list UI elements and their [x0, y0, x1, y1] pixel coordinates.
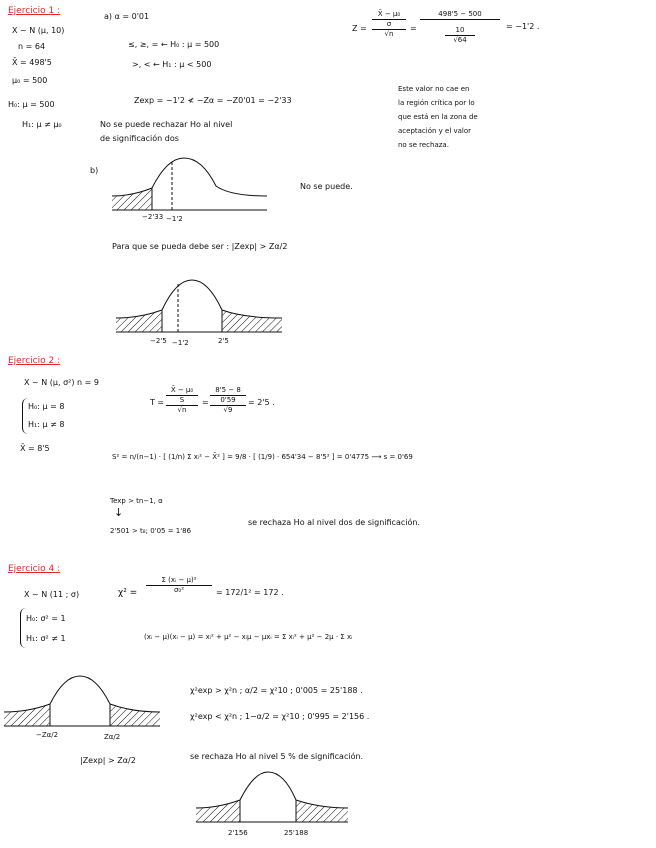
- ex1-hyp-h1: >, < ← H₁ : μ < 500: [132, 60, 212, 69]
- ex4-graph3-label-0: −Zα/2: [36, 731, 59, 739]
- ex2-t-s: S: [166, 396, 198, 406]
- ex4-chi-num: Σ (xᵢ − μ)²: [146, 576, 212, 586]
- ex2-t-num: X̄ − μ₀: [166, 386, 198, 396]
- ex1-b-label: b): [90, 166, 99, 175]
- ex1-given-4: H₀: μ = 500: [8, 100, 55, 109]
- ex2-h0: H₀: μ = 8: [28, 402, 65, 411]
- ex1-note-0: Este valor no cae en: [398, 85, 470, 93]
- ex1-z-lhs: Z =: [352, 24, 367, 33]
- ex1-a-label: a) α = 0'01: [104, 12, 150, 21]
- ex1-z-den2b: √64: [453, 36, 467, 44]
- ex4-normal-curve-4: [196, 772, 356, 826]
- ex1-zexp: Zexp = −1'2 ≮ −Zα = −Z0'01 = −2'33: [134, 96, 292, 105]
- ex1-z-num2: 498'5 − 500: [420, 10, 500, 20]
- ex2-given: X ~ N (μ, σ²) n = 9: [24, 378, 99, 387]
- ex1-note-1: la región crítica por lo: [398, 99, 475, 107]
- ex4-chi-result: = 172/1² = 172 .: [216, 588, 284, 597]
- ex2-t-frac1: [166, 386, 198, 415]
- ex1-graph1-label-1: −1'2: [166, 215, 183, 223]
- ex1-note-3: aceptación y el valor: [398, 127, 472, 135]
- ex4-chi-line1: χ²exp > χ²n ; α/2 = χ²10 ; 0'005 = 25'188 .: [190, 686, 363, 695]
- ex1-given-2: X̄ = 498'5: [12, 58, 52, 67]
- ex1-title: Ejercicio 1 :: [8, 6, 61, 16]
- ex2-arrow: ↓: [114, 506, 124, 519]
- ex4-h0: H₀: σ² = 1: [26, 614, 66, 623]
- ex4-chi-line2: χ²exp < χ²n ; 1−α/2 = χ²10 ; 0'995 = 2'156 .: [190, 712, 370, 721]
- ex2-t-den2b: √9: [223, 406, 233, 414]
- ex1-graph2-label-0: −2'5: [150, 337, 167, 345]
- ex4-given: X ~ N (11 ; σ): [24, 590, 80, 599]
- ex2-title: Ejercicio 2 :: [8, 356, 61, 366]
- ex1-given-5: H₁: μ ≠ μ₀: [22, 120, 62, 129]
- ex1-graph2-label-1: −1'2: [172, 339, 189, 347]
- ex1-no-se-puede: No se puede.: [300, 182, 353, 191]
- ex4-conclusion: se rechaza Ho al nivel 5 % de significación.: [190, 752, 364, 761]
- ex4-abs-cond: |Zexp| > Zα/2: [80, 756, 136, 765]
- ex1-z-frac1: [372, 10, 406, 39]
- ex2-t-lhs: T =: [150, 398, 165, 407]
- ex1-normal-curve-2: [116, 280, 284, 336]
- ex2-h1: H₁: μ ≠ 8: [28, 420, 65, 429]
- ex1-given-1: n = 64: [18, 42, 46, 51]
- ex1-z-den2a: 10: [445, 26, 475, 36]
- ex1-given-0: X ~ N (μ, 10): [12, 26, 65, 35]
- ex1-reject2: de significación dos: [100, 134, 179, 143]
- ex4-normal-curve-3: [4, 676, 164, 732]
- ex2-t-den2a: 0'59: [210, 396, 246, 406]
- ex4-h1: H₁: σ² ≠ 1: [26, 634, 66, 643]
- ex4-graph3-label-1: Zα/2: [104, 733, 121, 741]
- ex2-t-result: = 2'5 .: [248, 398, 275, 407]
- ex1-reject1: No se puede rechazar Ho al nivel: [100, 120, 233, 129]
- ex2-t-num2: 8'5 − 8: [210, 386, 246, 396]
- ex4-graph4-label-1: 25'188: [284, 829, 309, 837]
- ex4-graph4-label-0: 2'156: [228, 829, 248, 837]
- ex1-z-result: = −1'2 .: [506, 22, 540, 31]
- ex1-graph1-label-0: −2'33: [142, 213, 164, 221]
- ex4-chi-lhs: χ² =: [118, 588, 138, 598]
- ex1-z-num: X̄ − μ₀: [372, 10, 406, 20]
- ex4-expand: (xᵢ − μ)(xᵢ − μ) = xᵢ² + μ² − xᵢμ − μxᵢ = Σ xᵢ² + μ² − 2μ · Σ xᵢ: [144, 633, 353, 641]
- ex1-note-4: no se rechaza.: [398, 141, 449, 149]
- ex2-conclusion: se rechaza Ho al nivel dos de significación.: [248, 518, 420, 527]
- ex4-chi-frac: [146, 576, 212, 595]
- ex1-z-eq: =: [410, 24, 417, 33]
- ex1-graph2-label-2: 2'5: [218, 337, 229, 345]
- ex1-z-sqrtn: √n: [384, 30, 394, 38]
- ex1-z-sigma: σ: [372, 20, 406, 30]
- ex2-t-frac2: [210, 386, 246, 415]
- ex2-t-sqrtn: √n: [177, 406, 187, 414]
- ex1-z-frac2: [420, 10, 500, 45]
- ex2-compare: 2'501 > t₈; 0'05 = 1'86: [110, 527, 192, 535]
- ex2-xbar: X̄ = 8'5: [20, 444, 50, 453]
- ex1-given-3: μ₀ = 500: [12, 76, 48, 85]
- ex1-note-2: que está en la zona de: [398, 113, 478, 121]
- ex1-normal-curve-1: [112, 158, 272, 214]
- ex2-t-eq: =: [202, 398, 209, 407]
- ex1-hyp-h0: ≤, ≥, = ← H₀ : μ = 500: [128, 40, 220, 49]
- ex2-s2: S² = n/(n−1) · [ (1/n) Σ xᵢ² − X̄² ] = 9/8 · [ (1/9) · 654'34 − 8'5² ] = 0'4775 ⟶ s = 0'69: [112, 453, 413, 461]
- ex4-chi-den: σ₀²: [173, 586, 185, 594]
- ex2-texp: Texp > tn−1, α: [110, 497, 163, 505]
- ex1-para-que: Para que se pueda debe ser : |Zexp| > Zα/2: [112, 242, 288, 251]
- ex4-title: Ejercicio 4 :: [8, 564, 61, 574]
